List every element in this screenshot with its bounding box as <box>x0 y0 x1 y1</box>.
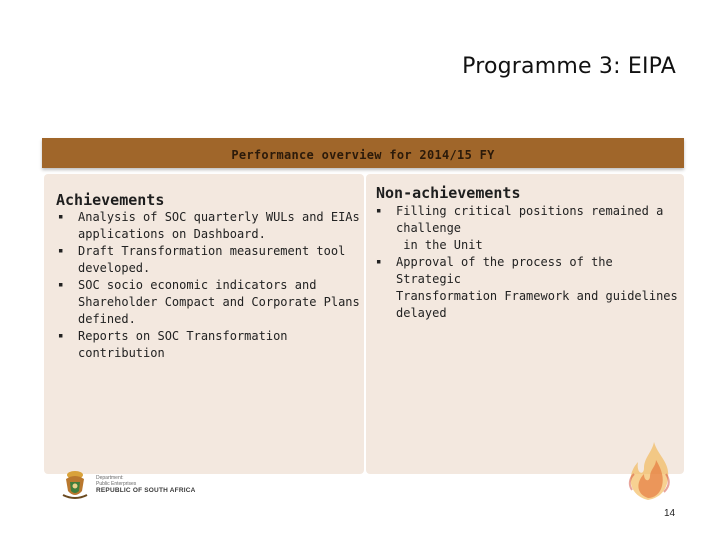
logo-line-department: Department: <box>96 475 124 481</box>
achievements-heading: Achievements <box>56 191 165 209</box>
logo-line-rsa: REPUBLIC OF SOUTH AFRICA <box>96 487 196 494</box>
list-item: ▪ Filling critical positions remained a challenge in the Unit <box>376 204 664 252</box>
list-item: ▪ Analysis of SOC quarterly WULs and EIAs applications on Dashboard. <box>58 210 360 241</box>
coat-of-arms-icon <box>60 469 90 501</box>
logo-line-public-enterprises: Public Enterprises <box>96 481 137 487</box>
performance-banner <box>42 138 684 168</box>
page-number: 14 <box>664 508 676 519</box>
achievements-list <box>56 209 366 362</box>
non-achievements-heading: Non-achievements <box>376 184 521 202</box>
list-item: ▪ SOC socio economic indicators and Shareholder Compact and Corporate Plans defined. <box>58 278 360 326</box>
banner-text: Performance overview for 2014/15 FY <box>231 148 495 162</box>
flame-decoration-icon <box>618 440 678 506</box>
slide-title: Programme 3: EIPA <box>462 54 676 79</box>
department-logo <box>60 468 210 502</box>
list-item: ▪ Reports on SOC Transformation contribution <box>58 329 288 360</box>
list-item: ▪ Draft Transformation measurement tool developed. <box>58 244 346 275</box>
non-achievements-list <box>374 203 684 322</box>
list-item: ▪ Approval of the process of the Strategic Transformation Framework and guidelines delayed <box>376 255 678 320</box>
